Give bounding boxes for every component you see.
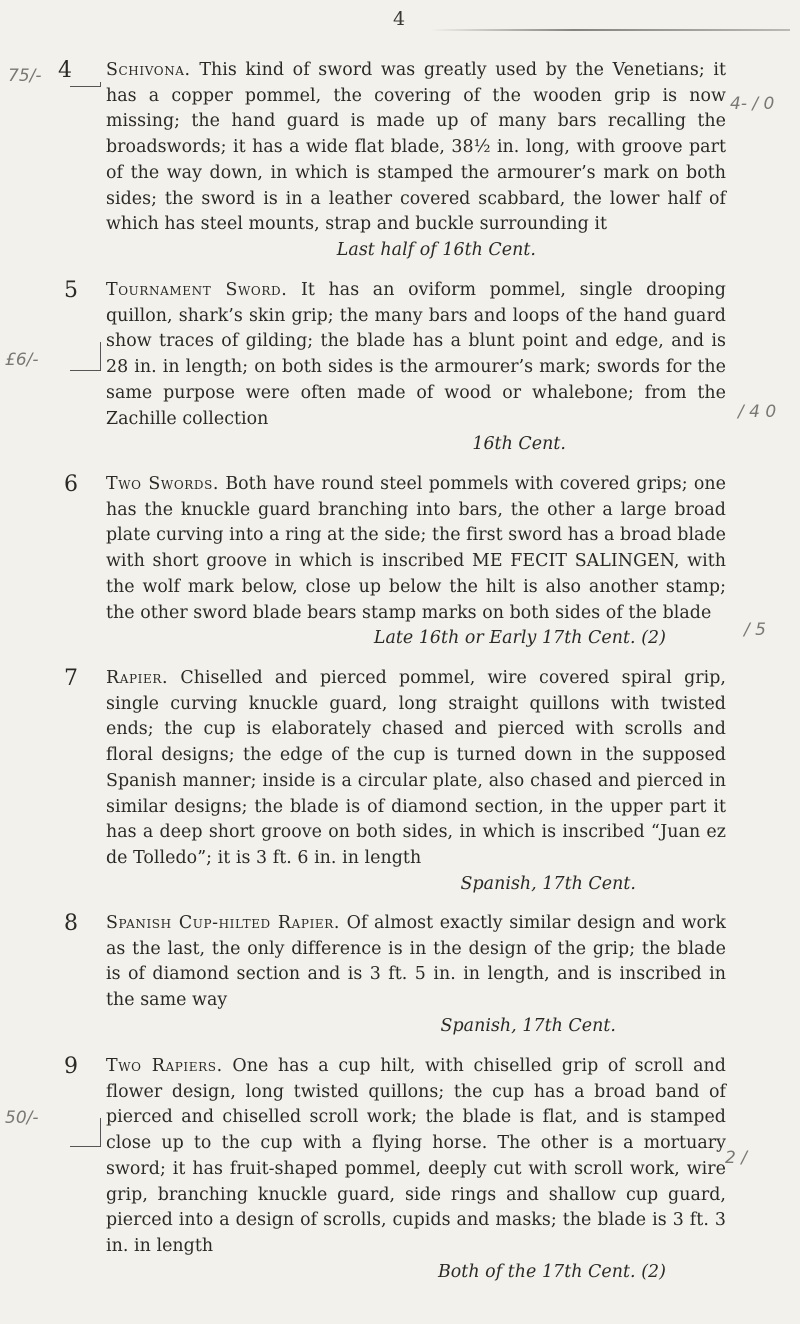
lot-body: One has a cup hilt, with chiselled grip of scroll and flower design, long twisted quillons; the cup has a broad band of pierced and chiselled scroll work; the blade is flat, and is stamped close up to the cup with a flying horse. The other is a mortuary sword; it has fruit-shaped pommel, deeply cut with scroll work, wire grip, branching knuckle guard, side rings and shallow cup guard, pierced into a design of scrolls, cupids and masks; the blade is 3 ft. 3 in. in length bbox=[106, 1056, 726, 1256]
margin-price-right: / 5 bbox=[744, 620, 766, 640]
lot-body: It has an oviform pommel, single drooping quillon, shark’s skin grip; the many bars and loops of the hand guard show traces of gilding; the blade has a blunt point and edge, and is 28 in. in length; on both sides is the armourer’s mark; swords for the same purpose were often made of wood or whalebone; from the Zachille collection bbox=[106, 280, 726, 429]
margin-price-left: 50/- bbox=[5, 1108, 39, 1128]
page-number: 4 bbox=[393, 8, 406, 30]
lot-body: Both have round steel pommels with covered grips; one has the knuckle guard branching into bars, the other a large broad plate curving into a ring at the side; the first sword has a broad blade with short groove in which is inscribed ME FECIT SALINGEN, with the wolf mark below, close up below the hilt is also another stamp; the other sword blade bears stamp marks on both sides of the blade bbox=[106, 474, 726, 623]
lot-number: 5 bbox=[64, 278, 78, 303]
lot-description bbox=[106, 472, 726, 652]
lot-title: Spanish Cup-hilted Rapier. bbox=[106, 913, 341, 933]
margin-price-right: 2 / bbox=[725, 1148, 747, 1168]
lot-period: Both of the 17th Cent. (2) bbox=[437, 1261, 666, 1282]
lot-title: Two Rapiers. bbox=[106, 1056, 223, 1076]
lot-body: Of almost exactly similar design and work as the last, the only difference is in the design of the grip; the blade is of diamond section and is 3 ft. 5 in. in length, and is inscribed in the same way bbox=[106, 913, 727, 1011]
lot-number: 6 bbox=[64, 472, 78, 497]
lot-description bbox=[106, 1054, 726, 1285]
top-rule bbox=[430, 29, 790, 31]
lot-title: Rapier. bbox=[106, 668, 169, 688]
lot-number: 9 bbox=[64, 1054, 78, 1079]
margin-price-right: 4- / 0 bbox=[730, 94, 775, 114]
lot-description bbox=[106, 911, 726, 1040]
lot-period: Last half of 16th Cent. bbox=[336, 239, 536, 260]
lot-number: 4 bbox=[58, 58, 72, 83]
lot-period: Late 16th or Early 17th Cent. (2) bbox=[373, 628, 666, 649]
lot-title: Tournament Sword. bbox=[106, 280, 288, 300]
margin-price-left: 75/- bbox=[8, 66, 42, 86]
margin-price-left: £6/- bbox=[5, 350, 39, 370]
lot-period: Spanish, 17th Cent. bbox=[460, 873, 636, 894]
lot-number: 8 bbox=[64, 911, 78, 936]
lot-body: This kind of sword was greatly used by the Venetians; it has a copper pommel, the covering of the wooden grip is now missing; the hand guard is made up of many bars recalling the broadswords; it has a wide flat blade, 38½ in. long, with groove part of the way down, in which is stamped the armourer’s mark on both sides; the sword is in a leather covered scabbard, the lower half of which has steel mounts, strap and buckle surrounding it bbox=[106, 60, 726, 235]
lot-description bbox=[106, 58, 726, 264]
lot-title: Two Swords. bbox=[106, 474, 220, 494]
lot-body: Chiselled and pierced pommel, wire covered spiral grip, single curving knuckle guard, long straight quillons with twisted ends; the cup is elaborately chased and pierced with scrolls and floral designs; the edge of the cup is turned down in the supposed Spanish manner; inside is a circular plate, also chased and pierced in similar designs; the blade is of diamond section, in the upper part it has a deep short groove on both sides, in which is inscribed “Juan ez de Tolledo”; it is 3 ft. 6 in. in length bbox=[106, 668, 726, 868]
lot-description bbox=[106, 666, 726, 897]
lot-title: Schivona. bbox=[106, 60, 191, 80]
lot-description bbox=[106, 278, 726, 458]
lot-number: 7 bbox=[64, 666, 78, 691]
lot-period: Spanish, 17th Cent. bbox=[440, 1015, 616, 1036]
margin-price-right: / 4 0 bbox=[738, 402, 777, 422]
bracket-mark bbox=[70, 1118, 101, 1147]
bracket-mark bbox=[70, 342, 101, 371]
lot-period: 16th Cent. bbox=[472, 434, 566, 455]
bracket-mark bbox=[70, 82, 101, 87]
